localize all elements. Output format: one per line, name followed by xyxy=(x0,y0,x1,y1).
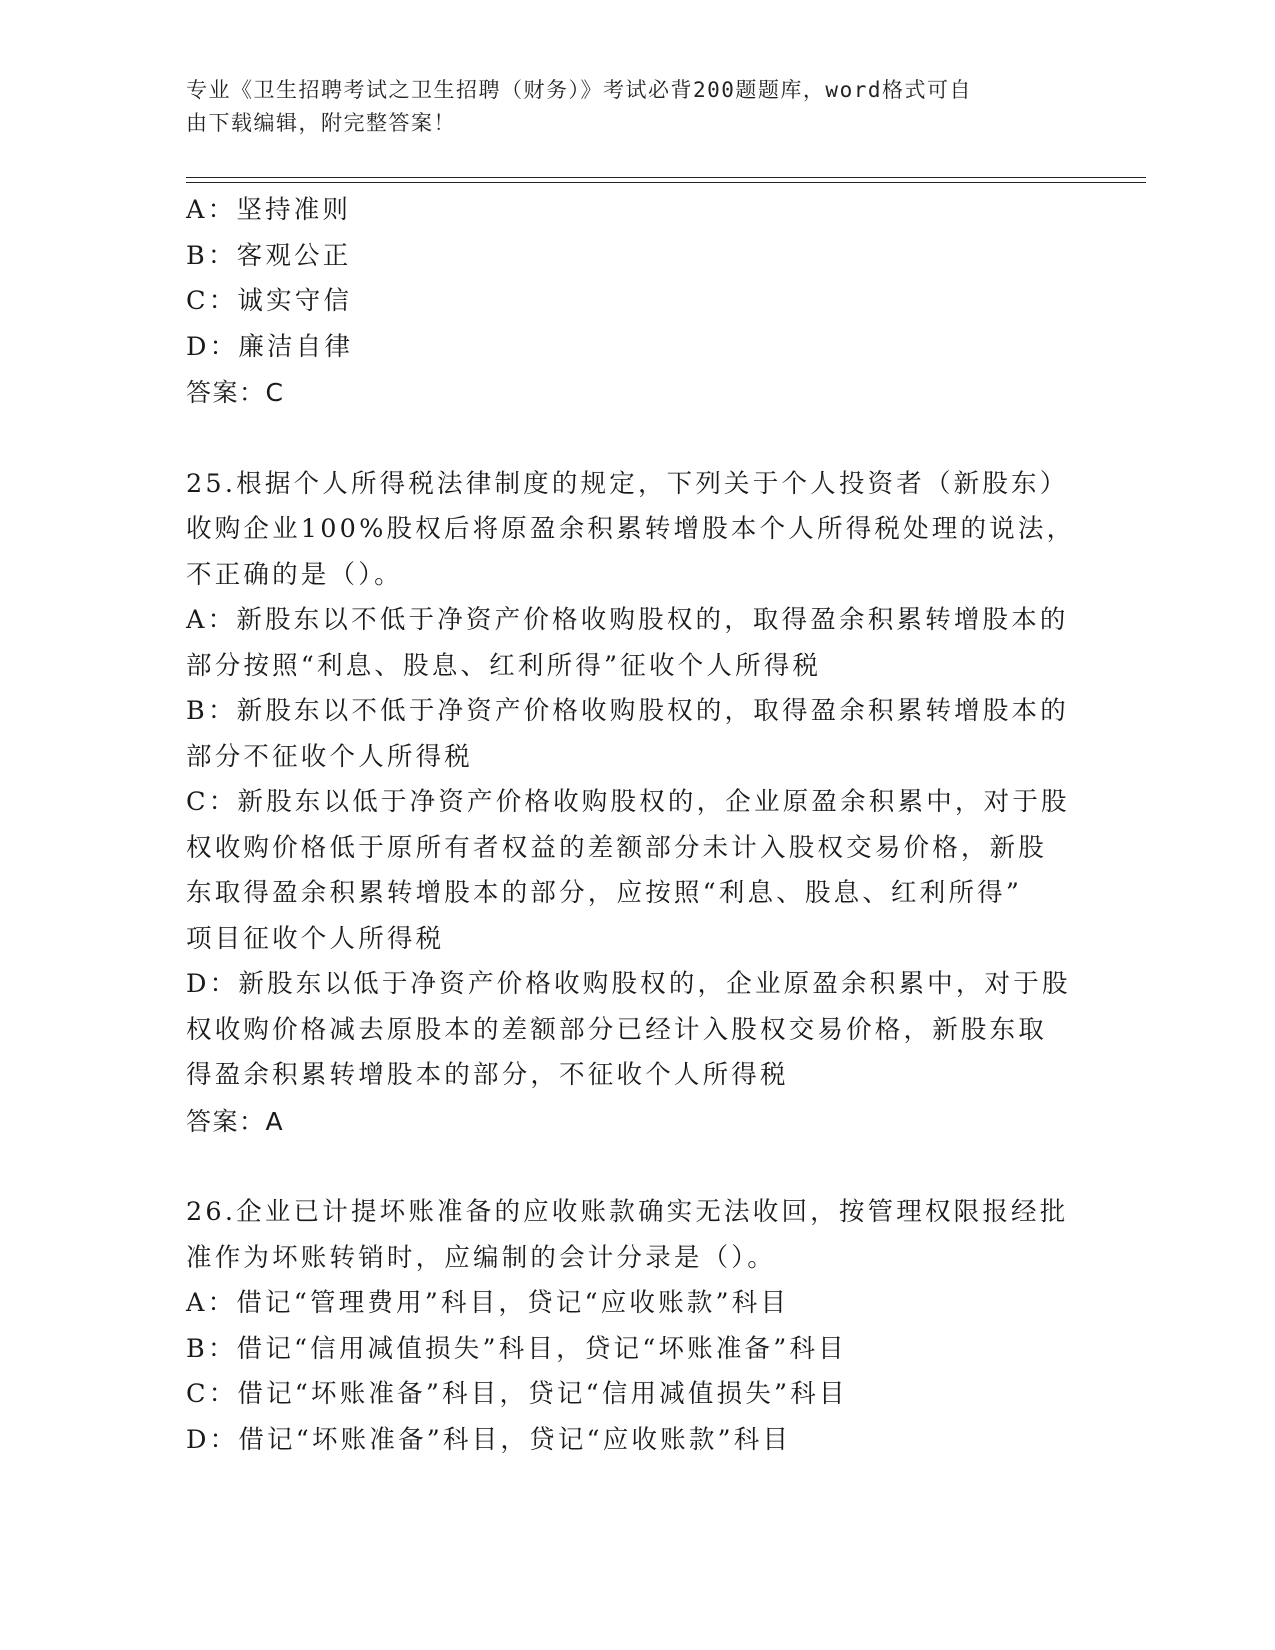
document-body xyxy=(186,188,1086,1463)
question-stem-line: 26.企业已计提坏账准备的应收账款确实无法收回，按管理权限报经批 xyxy=(186,1197,1069,1227)
answer: 答案：C xyxy=(186,378,285,407)
question-26 xyxy=(186,1190,1086,1463)
option-b: B：借记“信用减值损失”科目，贷记“坏账准备”科目 xyxy=(186,1333,847,1364)
option-c-line: 权收购价格低于原所有者权益的差额部分未计入股权交易价格，新股 xyxy=(186,832,1048,863)
page-header xyxy=(186,74,1066,140)
option-a-line: A：新股东以不低于净资产价格收购股权的，取得盈余积累转增股本的 xyxy=(186,605,1069,635)
spacer xyxy=(186,1144,1086,1190)
option-c-line: 项目征收个人所得税 xyxy=(186,923,445,954)
header-line-2: 由下载编辑，附完整答案！ xyxy=(186,111,456,135)
header-line-1: 专业《卫生招聘考试之卫生招聘（财务）》考试必背200题题库，word格式可自 xyxy=(186,78,972,102)
option-d-line: 得盈余积累转增股本的部分，不征收个人所得税 xyxy=(186,1060,789,1090)
option-b-line: 部分不征收个人所得税 xyxy=(186,741,474,772)
option-d-line: 权收购价格减去原股本的差额部分已经计入股权交易价格，新股东取 xyxy=(186,1014,1048,1045)
option-c: C：诚实守信 xyxy=(186,286,353,316)
option-d: D：借记“坏账准备”科目，贷记“应收账款”科目 xyxy=(186,1424,792,1455)
option-d: D：廉洁自律 xyxy=(186,331,354,362)
question-stem-line: 收购企业100%股权后将原盈余积累转增股本个人所得税处理的说法， xyxy=(186,514,1076,544)
question-stem-line: 25.根据个人所得税法律制度的规定，下列关于个人投资者（新股东） xyxy=(186,468,1069,499)
option-c-line: C：新股东以低于净资产价格收购股权的，企业原盈余积累中，对于股 xyxy=(186,787,1070,817)
option-b-line: B：新股东以不低于净资产价格收购股权的，取得盈余积累转增股本的 xyxy=(186,696,1069,726)
header-divider xyxy=(186,177,1146,183)
question-25 xyxy=(186,462,1086,1145)
option-b: B：客观公正 xyxy=(186,240,352,271)
question-24 xyxy=(186,188,1086,416)
question-stem-line: 不正确的是（）。 xyxy=(186,559,403,590)
option-c: C：借记“坏账准备”科目，贷记“信用减值损失”科目 xyxy=(186,1379,848,1409)
answer: 答案：A xyxy=(186,1106,285,1136)
option-a: A：坚持准则 xyxy=(186,195,352,225)
option-a-line: 部分按照“利息、股息、红利所得”征收个人所得税 xyxy=(186,650,822,681)
question-stem-line: 准作为坏账转销时，应编制的会计分录是（）。 xyxy=(186,1242,776,1273)
option-c-line: 东取得盈余积累转增股本的部分，应按照“利息、股息、红利所得” xyxy=(186,878,1023,908)
option-a: A：借记“管理费用”科目，贷记“应收账款”科目 xyxy=(186,1288,790,1318)
spacer xyxy=(186,416,1086,462)
option-d-line: D：新股东以低于净资产价格收购股权的，企业原盈余积累中，对于股 xyxy=(186,969,1071,999)
